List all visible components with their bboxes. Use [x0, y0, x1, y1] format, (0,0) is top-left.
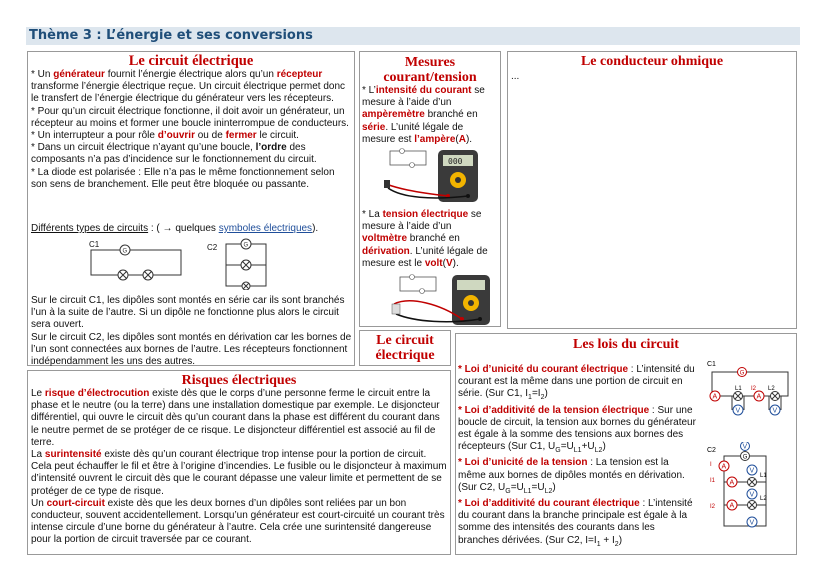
t: existe dès que les deux bornes d’un dipôles sont reliées par un bon conducteur, souvent accidentellement. Lorsqu’un générateur est court-circuité un courant très intense circule d’une borne du générateur à l’autre. Cela crée une surintensité dangereuse pour la portion de circuit traversée par ce courant.	[31, 497, 445, 546]
t: =U	[510, 481, 524, 493]
lois-c1-v1: V	[735, 407, 741, 415]
term-electrocution: risque d’électrocution	[44, 388, 150, 399]
term-generateur: générateur	[53, 69, 105, 80]
t: existe dès que le corps d’une personne ferme le circuit entre la phase et le neutre (ou la terre) dans une installation domestique par exemple. Le disjoncteur différentiel, qui ouvre le circuit dès qu’un courant dans la phase est différent du courant dans le neutre permet de se protéger de ce risque. Le disjoncteur différentiel est associé au fil de terre.	[31, 388, 440, 448]
t: . L’unité légale de mesure est	[362, 121, 464, 145]
term-volt: volt	[424, 257, 443, 269]
t: )	[552, 481, 556, 493]
t: (	[442, 257, 446, 269]
term-voltmetre: voltmètre	[362, 233, 408, 245]
circuit-box	[27, 51, 355, 366]
ohmique-text: ...	[511, 71, 520, 82]
lois-c2-i1: I1	[710, 478, 716, 484]
t: * L’	[362, 85, 376, 96]
term-derivation: dérivation	[362, 245, 410, 257]
mesures-title-2: courant/tension	[383, 70, 477, 85]
circuit-text	[31, 69, 353, 191]
mesures-title	[360, 55, 500, 85]
t: L2	[594, 447, 603, 455]
t: : Sur une boucle de circuit, la tension aux bornes du générateur est égale à la somme des tensions aux bornes des récepteurs (Sur C1, U	[458, 404, 696, 453]
t: * Pour qu’un circuit électrique fonctionne, il doit avoir un générateur, un récepteur au moins et former une boucle ininterrompue de conducteurs.	[31, 105, 349, 129]
lois-c1-diagram	[702, 358, 794, 420]
lois-c2-a1: A	[729, 479, 735, 487]
t: =I	[531, 388, 541, 400]
unit-a: A	[458, 133, 466, 145]
lois-c1-a1: A	[712, 393, 718, 401]
lois-c2-g: G	[742, 454, 748, 461]
mesures-title-1: Mesures	[404, 55, 456, 70]
lois-c1-l2: L2	[768, 386, 775, 392]
t: ).	[452, 257, 459, 269]
lois-text	[458, 364, 696, 551]
mesures-box	[359, 51, 501, 327]
term-recepteur: récepteur	[276, 69, 323, 80]
derivation-text: Sur le circuit C2, les dipôles sont montés en dérivation car les bornes de l’un sont connectées aux bornes de l’autre. Les récepteurs fonctionnent indépendamment les uns des autres.	[31, 331, 352, 368]
t: existe dès qu’un courant électrique trop intense pour la portion de circuit. Cela peut échauffer le fil et être à l’origine d’incendies. Le fusible ou le disjoncteur à maximum d’intensité ouvrent le circuit dès que le courant dépasse une valeur limite et permettent de se protéger de ce type de risque.	[31, 449, 447, 497]
ammeter-display: 000	[448, 157, 463, 166]
voltmeter-photo	[390, 274, 492, 326]
t: le circuit.	[256, 130, 299, 142]
lois-c2-v3: V	[749, 519, 755, 527]
t: =U	[531, 481, 545, 493]
lois-box	[455, 333, 797, 555]
c1-label: C1	[89, 240, 100, 249]
unit-v: V	[445, 257, 453, 269]
t: L1	[573, 447, 582, 455]
t: * La	[362, 209, 383, 220]
t: + I	[600, 534, 615, 546]
svg-text:G: G	[243, 242, 249, 249]
t: 1	[596, 540, 601, 548]
lois-c2-v0: V	[742, 443, 748, 451]
term-fermer: fermer	[225, 130, 257, 142]
term-tension: tension électrique	[382, 209, 469, 220]
t: * Un	[31, 69, 54, 80]
circuit-small-title-1: Le circuit	[376, 333, 434, 348]
risques-title: Risques électriques	[181, 373, 297, 388]
lois-c2-l2: L2	[760, 496, 767, 502]
t: G	[555, 447, 561, 455]
lois-c2-l1: L1	[760, 473, 767, 479]
term-intensite: intensité du courant	[375, 85, 472, 96]
t: 2	[614, 540, 619, 548]
t: L2	[544, 487, 553, 495]
loi-unicite-courant: * Loi d’unicité du courant électrique	[458, 364, 629, 375]
loi-additivite-courant: * Loi d’additivité du courant électrique	[458, 498, 640, 510]
lois-c2-i: I	[710, 462, 712, 468]
circuit-small-title	[360, 333, 450, 363]
term-serie: série	[362, 121, 386, 133]
serie-text: Sur le circuit C1, les dipôles sont montés en série car ils sont branchés l’un à la suite de l’autre. Si un dipôle ne fonctionne plus alors le circuit sera ouvert.	[31, 295, 345, 331]
t: L1	[523, 487, 532, 495]
t: * Un interrupteur a pour rôle	[31, 130, 158, 142]
t: =U	[560, 441, 574, 453]
t: branché en	[424, 109, 478, 121]
t: se mesure à l’aide d’un	[362, 209, 482, 233]
t: transforme l’énergie électrique reçue. Un circuit électrique permet donc le transfert de l’énergie électrique du générateur vers les récepteurs.	[31, 81, 346, 105]
t: (	[455, 133, 459, 145]
t: 1	[528, 394, 532, 402]
lois-c2-i2: I2	[710, 504, 716, 510]
theme-title: Thème 3 : L’énergie et ses conversions	[29, 28, 313, 43]
lois-c1-l1: L1	[735, 386, 742, 392]
loi-additivite-tension: * Loi d’additivité de la tension électrique	[458, 404, 650, 416]
lois-c1-i2: I2	[751, 386, 757, 392]
t: Un	[31, 497, 47, 509]
tension-text	[362, 209, 498, 270]
t: . L’unité légale de mesure est le	[362, 245, 488, 269]
t: )	[618, 534, 623, 546]
term-amperemetre: ampèremètre	[362, 109, 425, 121]
t: * La diode est polarisée : Elle n’a pas le même fonctionnement selon son sens de branchement. Elle peut être bloquée ou passante.	[31, 166, 335, 190]
term-surintensite: surintensité	[44, 449, 102, 461]
t: Le	[31, 388, 45, 399]
t: : L’intensité du courant est la même dans une portion de circuit en série. (Sur C1, I	[458, 364, 695, 400]
t: 2	[540, 394, 545, 402]
ampermeter-photo	[382, 148, 482, 204]
types-line	[31, 223, 353, 235]
t: La	[31, 449, 45, 461]
t: : ( → quelques	[148, 223, 219, 234]
t: : La tension est la même aux bornes de dipôles montés en dérivation. (Sur C2, U	[458, 457, 685, 493]
lois-c1-label: C1	[707, 361, 716, 368]
t: : L’intensité du courant dans la branche principale est égale à la somme des intensités des courants dans les branches dérivées. (Sur C2, I=I	[458, 498, 693, 546]
t: )	[544, 388, 548, 400]
t: branché en	[407, 233, 460, 245]
lois-c2-diagram	[702, 442, 794, 534]
circuit-c1-diagram	[88, 242, 188, 282]
lois-c2-a2: A	[729, 502, 735, 510]
lois-c2-a0: A	[721, 463, 727, 471]
c2-label: C2	[207, 243, 218, 252]
lois-c1-g: G	[739, 370, 745, 377]
lois-c2-v2: V	[749, 491, 755, 499]
lois-c1-a2: A	[756, 393, 762, 401]
lois-c2-v1: V	[749, 467, 755, 475]
svg-text:G: G	[122, 248, 128, 255]
symboles-link[interactable]: symboles électriques	[218, 223, 313, 234]
circuit-title: Le circuit électrique	[128, 53, 254, 69]
ohmique-box	[507, 51, 797, 329]
circuit-conclusion	[31, 295, 353, 368]
term-ordre: l’ordre	[255, 142, 287, 154]
intensite-text	[362, 85, 498, 146]
risques-box	[27, 370, 451, 555]
t: G	[505, 487, 511, 495]
t: ).	[312, 223, 319, 234]
t: ou de	[194, 130, 226, 142]
t: +U	[581, 441, 595, 453]
ohmique-title: Le conducteur ohmique	[580, 54, 724, 69]
term-ouvrir: d’ouvrir	[157, 130, 195, 142]
circuit-c2-diagram	[223, 238, 273, 290]
term-ampere: l’ampère	[414, 133, 456, 145]
t: des composants n’a pas d’incidence sur le fonctionnement du circuit.	[31, 142, 317, 166]
t: fournit l’énergie électrique alors qu’un	[104, 69, 277, 80]
term-court-circuit: court-circuit	[46, 497, 105, 509]
circuit-small-title-2: électrique	[375, 348, 435, 363]
lois-c2-label: C2	[707, 447, 716, 454]
t: )	[602, 441, 606, 453]
lois-title: Les lois du circuit	[573, 337, 679, 352]
t: ).	[465, 133, 473, 145]
theme-title-bar	[26, 27, 800, 45]
t: * Dans un circuit électrique n’ayant qu’une boucle,	[31, 142, 256, 154]
circuit-small-box	[359, 330, 451, 366]
risques-text	[31, 388, 449, 547]
loi-unicite-tension: * Loi d’unicité de la tension	[458, 457, 588, 469]
lois-c1-v2: V	[772, 407, 778, 415]
t: se mesure à l’aide d’un	[362, 85, 485, 109]
t: Différents types de circuits	[31, 223, 149, 234]
